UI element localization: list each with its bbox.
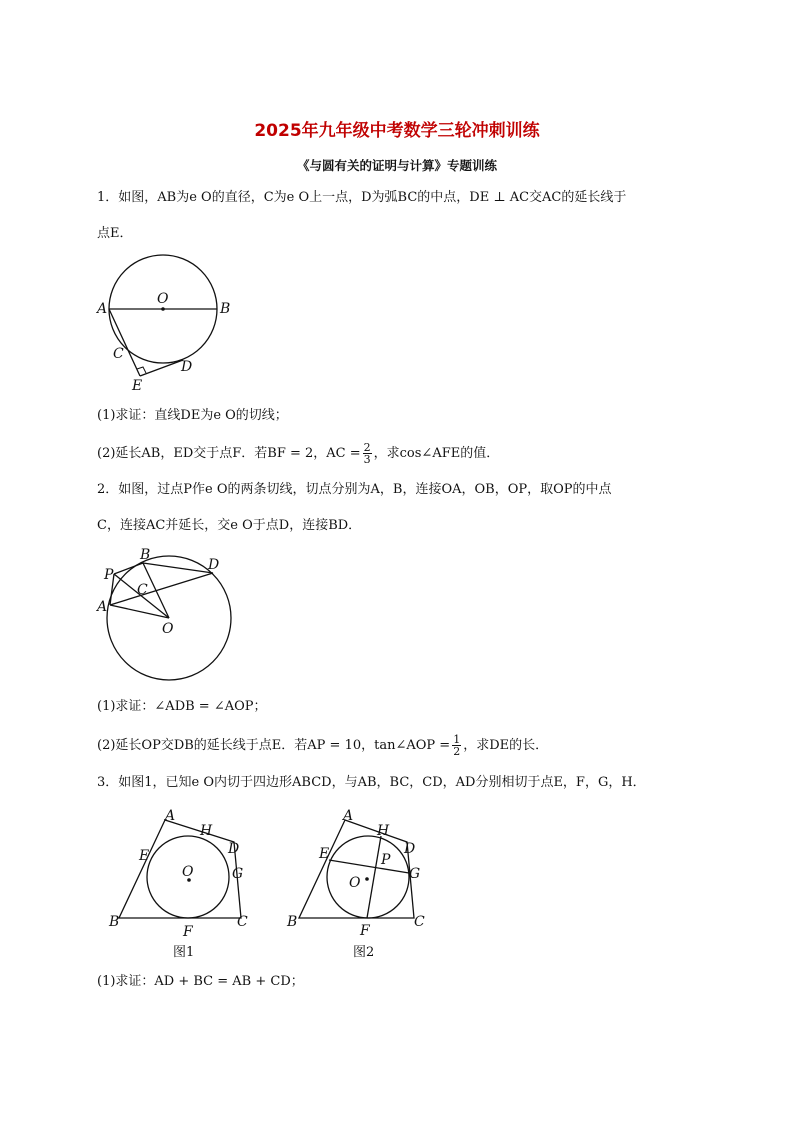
q2-label-c: C: [137, 582, 148, 598]
q3-fig2-label-b: B: [287, 914, 298, 930]
q3-figure-1: [105, 808, 260, 963]
q3-fig2-line-eg: [329, 860, 409, 873]
q1-label-d: D: [181, 359, 193, 375]
q1-part2-before: (2)延长AB，ED交于点F．若BF = 2，AC =: [97, 446, 361, 461]
q1-figure: [95, 252, 235, 397]
q2-line-pb: [114, 563, 143, 574]
q3-fig2-caption: 图2: [353, 945, 375, 960]
q3-fig2-label-o: O: [349, 875, 361, 891]
q1-frac-num: 2: [363, 441, 371, 454]
q2-part2-before: (2)延长OP交DB的延长线于点E．若AP = 10，tan∠AOP =: [97, 738, 451, 753]
q3-fig2-line-hf: [367, 836, 381, 918]
q2-frac-num: 1: [453, 733, 461, 746]
q2-fraction: [452, 734, 461, 757]
q3-fig2-label-e: E: [319, 846, 330, 862]
q3-fig1-label-e: E: [139, 848, 150, 864]
q1-center-dot: [161, 307, 165, 311]
q2-label-b: B: [140, 547, 151, 563]
q3-fig2-label-g: G: [409, 866, 421, 882]
q3-fig2-label-d: D: [404, 841, 416, 857]
q2-part2: [97, 734, 548, 757]
q1-label-c: C: [113, 346, 124, 362]
q3-fig1-label-o: O: [182, 864, 194, 880]
q3-fig1-label-g: G: [232, 866, 244, 882]
q1-label-a: A: [97, 301, 108, 317]
q1-fraction: [363, 442, 372, 465]
q2-figure: [95, 547, 240, 687]
q1-frac-den: 3: [363, 453, 371, 466]
q3-fig2-quadrilateral: [299, 820, 414, 918]
q3-figure-2: [285, 808, 440, 963]
q1-stem-line2: 点E．: [97, 226, 133, 241]
q1-part2: [97, 442, 499, 465]
q3-fig1-label-d: D: [228, 841, 240, 857]
q1-label-e: E: [132, 378, 143, 394]
q2-line-ad: [110, 573, 213, 605]
q2-frac-den: 2: [453, 745, 461, 758]
q1-stem-line1: 1．如图，AB为e O的直径，C为e O上一点，D为弧BC的中点，DE ⊥ AC交AC的延长线于: [97, 190, 627, 205]
q2-stem-line2: C，连接AC并延长，交e O于点D，连接BD．: [97, 518, 362, 533]
q1-part2-after: ，求cos∠AFE的值．: [373, 446, 500, 461]
q3-fig1-quadrilateral: [119, 820, 244, 918]
q2-label-a: A: [97, 599, 108, 615]
q2-label-d: D: [208, 557, 220, 573]
page-subtitle: 《与圆有关的证明与计算》专题训练: [296, 158, 497, 173]
q2-label-o: O: [162, 621, 174, 637]
q3-fig2-label-p: P: [381, 852, 391, 868]
q3-fig1-label-h: H: [200, 823, 213, 839]
q3-fig1-label-f: F: [183, 924, 193, 940]
q2-stem-line1: 2．如图，过点P作e O的两条切线，切点分别为A，B，连接OA，OB，OP，取OP的中点: [97, 482, 612, 497]
q3-fig2-label-c: C: [414, 914, 425, 930]
q1-label-b: B: [220, 301, 231, 317]
q3-fig2-circle: [327, 836, 409, 918]
q3-stem-line1: 3．如图1，已知e O内切于四边形ABCD，与AB，BC，CD，AD分别相切于点E，F，G，H．: [97, 775, 646, 790]
q1-line-ae: [109, 309, 140, 376]
q3-fig1-label-c: C: [237, 914, 248, 930]
q2-label-p: P: [104, 567, 114, 583]
q1-label-o: O: [157, 291, 169, 307]
q3-fig2-label-h: H: [377, 823, 390, 839]
q2-line-bd: [143, 563, 213, 573]
q3-fig2-label-a: A: [343, 808, 354, 824]
q3-fig1-label-a: A: [165, 808, 176, 824]
q2-part1: (1)求证：∠ADB = ∠AOP；: [97, 699, 267, 714]
q3-fig2-center-dot: [365, 877, 369, 881]
page-title: 2025年九年级中考数学三轮冲刺训练: [254, 121, 540, 141]
q3-fig1-caption: 图1: [173, 945, 195, 960]
q3-fig2-label-f: F: [360, 923, 370, 939]
q2-part2-after: ，求DE的长．: [463, 738, 549, 753]
q3-fig1-label-b: B: [109, 914, 120, 930]
q1-part1: (1)求证：直线DE为e O的切线；: [97, 408, 288, 423]
q3-part1: (1)求证：AD + BC = AB + CD；: [97, 974, 304, 989]
